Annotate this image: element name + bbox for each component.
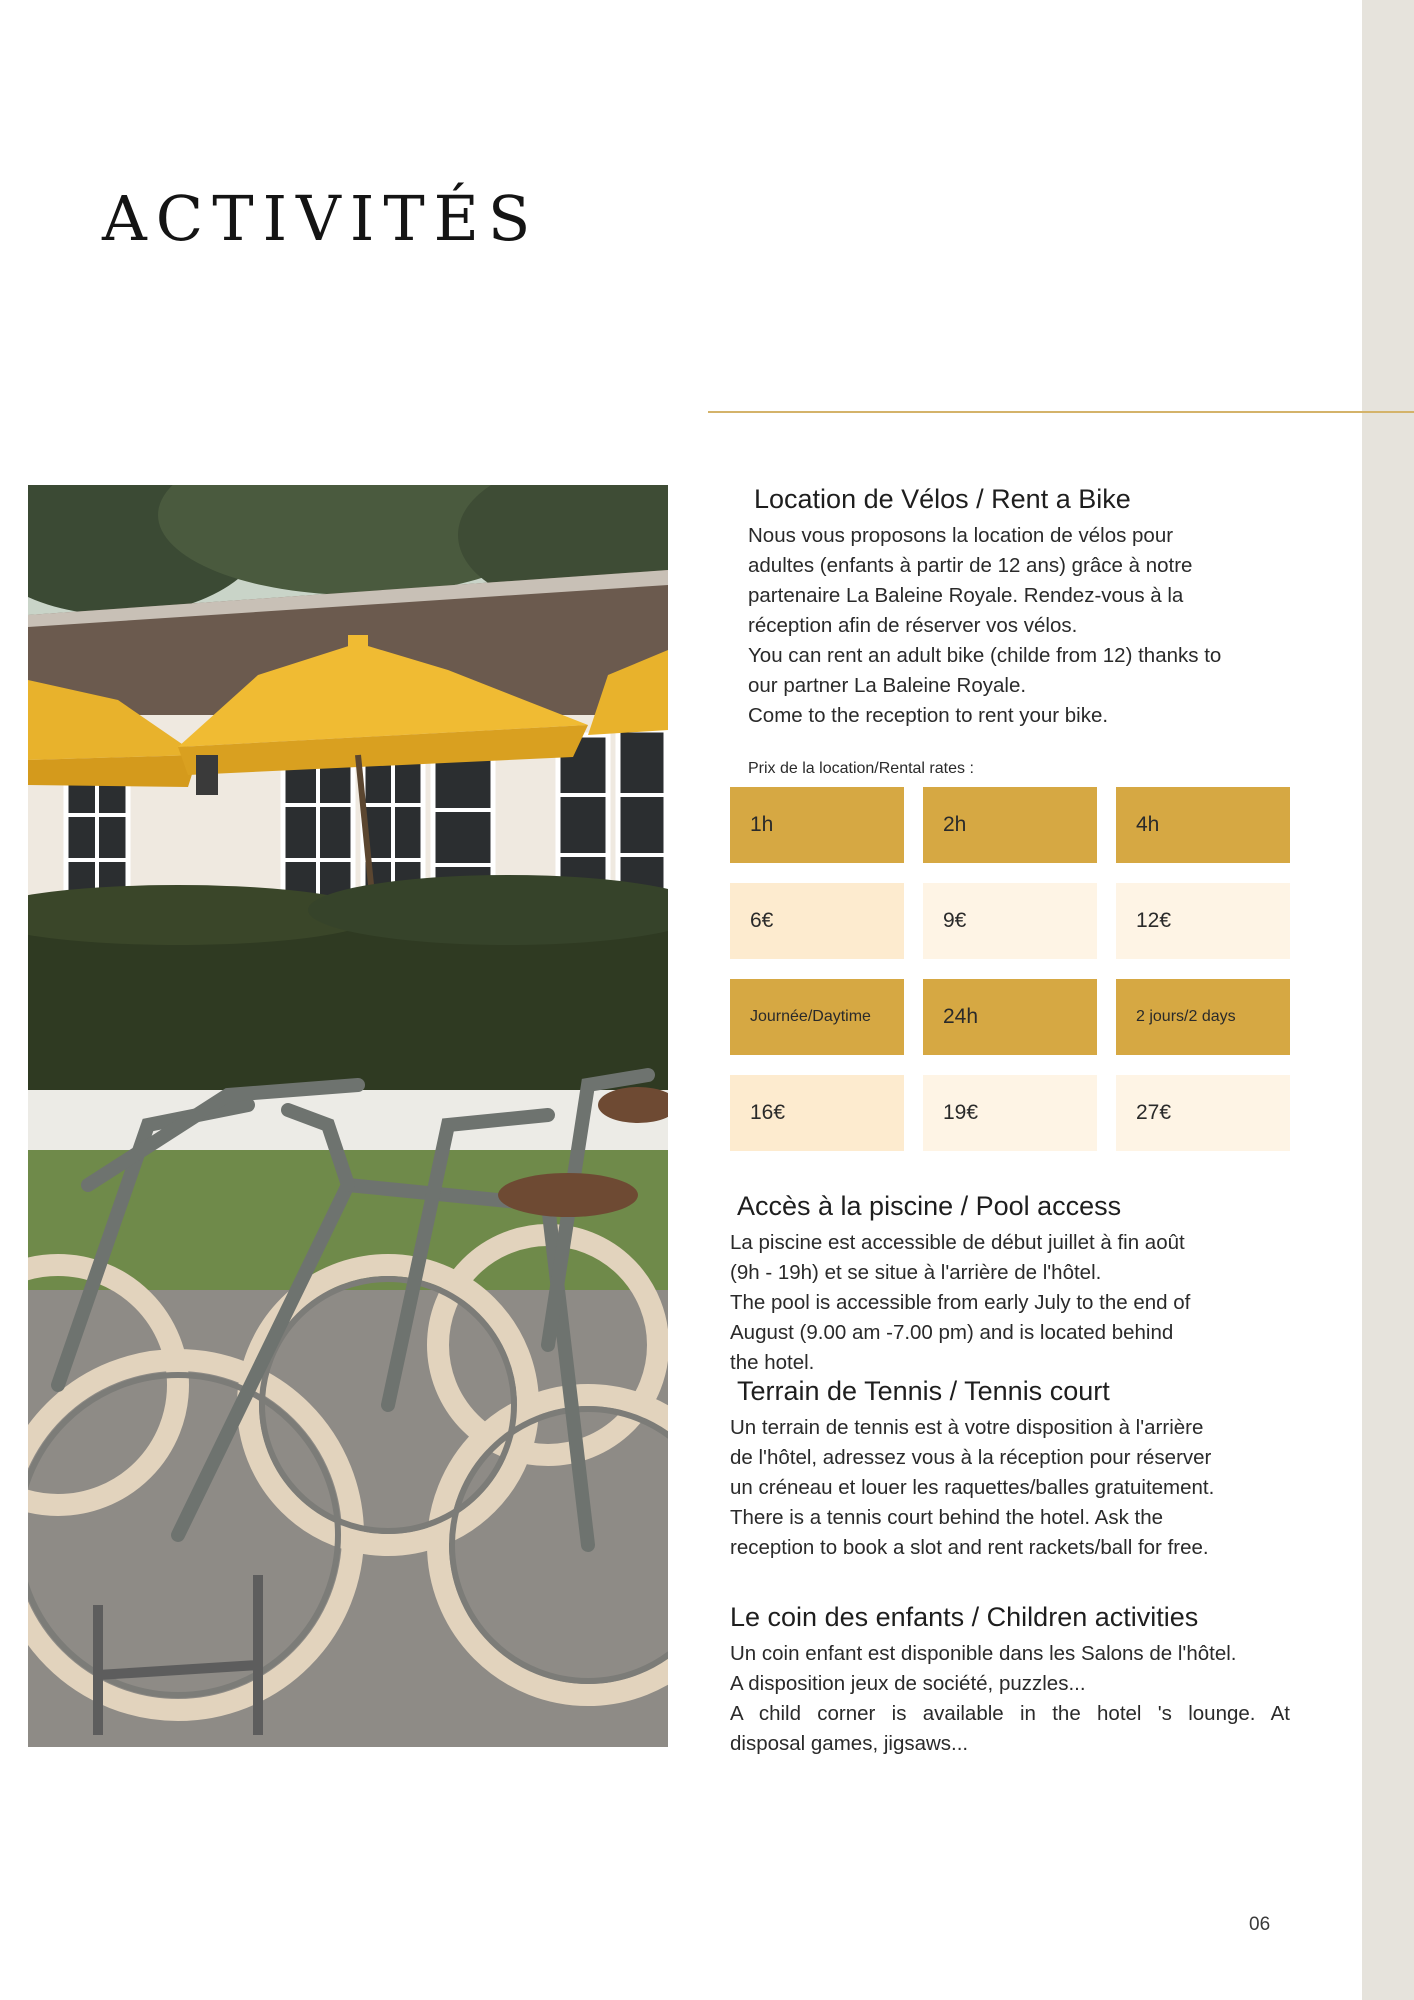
text-line: A disposition jeux de société, puzzles... xyxy=(730,1672,1086,1695)
text-line: adultes (enfants à partir de 12 ans) grâce à notre xyxy=(748,554,1193,577)
bikes-in-rack-photo xyxy=(28,485,668,1747)
side-band xyxy=(1362,0,1414,2000)
text-line: Un coin enfant est disponible dans les Salons de l'hôtel. xyxy=(730,1642,1237,1665)
children-heading: Le coin des enfants / Children activities xyxy=(730,1602,1199,1632)
text-line: the hotel. xyxy=(730,1351,815,1374)
text-line: Come to the reception to rent your bike. xyxy=(748,704,1109,727)
bike-rental-heading: Location de Vélos / Rent a Bike xyxy=(754,484,1131,514)
rate-price-cell: 9€ xyxy=(923,883,1097,959)
text-line: reception to book a slot and rent rackets/ball for free. xyxy=(730,1536,1209,1559)
page-title: ACTIVITÉS xyxy=(102,182,540,255)
rate-duration-cell: 4h xyxy=(1116,787,1290,863)
text-line: réception afin de réserver vos vélos. xyxy=(748,614,1078,637)
text-line: partenaire La Baleine Royale. Rendez-vous à la xyxy=(748,584,1184,607)
pool-text xyxy=(730,1228,1190,1378)
tennis-heading: Terrain de Tennis / Tennis court xyxy=(737,1376,1110,1406)
text-line: August (9.00 am -7.00 pm) and is located behind xyxy=(730,1321,1174,1344)
pool-heading: Accès à la piscine / Pool access xyxy=(737,1191,1122,1221)
rate-price-cell: 6€ xyxy=(730,883,904,959)
gold-divider xyxy=(708,411,1414,413)
text-line: La piscine est accessible de début juillet à fin août xyxy=(730,1231,1185,1254)
rate-duration-cell: Journée/Daytime xyxy=(730,979,904,1055)
rate-price-cell: 27€ xyxy=(1116,1075,1290,1151)
rate-price-cell: 12€ xyxy=(1116,883,1290,959)
rate-price-cell: 16€ xyxy=(730,1075,904,1151)
text-line: disposal games, jigsaws... xyxy=(730,1732,969,1755)
rate-duration-cell: 2h xyxy=(923,787,1097,863)
text-line: un créneau et louer les raquettes/balles gratuitement. xyxy=(730,1476,1215,1499)
text-line: de l'hôtel, adressez vous à la réception pour réserver xyxy=(730,1446,1212,1469)
rate-duration-cell: 24h xyxy=(923,979,1097,1055)
rate-duration-cell: 1h xyxy=(730,787,904,863)
text-line: The pool is accessible from early July to the end of xyxy=(730,1291,1191,1314)
text-line: Un terrain de tennis est à votre disposition à l'arrière xyxy=(730,1416,1204,1439)
text-line: our partner La Baleine Royale. xyxy=(748,674,1027,697)
text-line: (9h - 19h) et se situe à l'arrière de l'hôtel. xyxy=(730,1261,1102,1284)
text-line: You can rent an adult bike (childe from 12) thanks to xyxy=(748,644,1222,667)
rate-duration-cell: 2 jours/2 days xyxy=(1116,979,1290,1055)
text-line: A child corner is available in the hotel 's lounge. At xyxy=(730,1702,1290,1725)
page-number: 06 xyxy=(1249,1914,1271,1935)
rates-caption: Prix de la location/Rental rates : xyxy=(748,760,974,777)
rate-price-cell: 19€ xyxy=(923,1075,1097,1151)
children-text xyxy=(730,1639,1290,1759)
bike-rental-text xyxy=(748,521,1221,731)
tennis-text xyxy=(730,1413,1214,1563)
text-line: Nous vous proposons la location de vélos pour xyxy=(748,524,1174,547)
text-line: There is a tennis court behind the hotel. Ask the xyxy=(730,1506,1164,1529)
